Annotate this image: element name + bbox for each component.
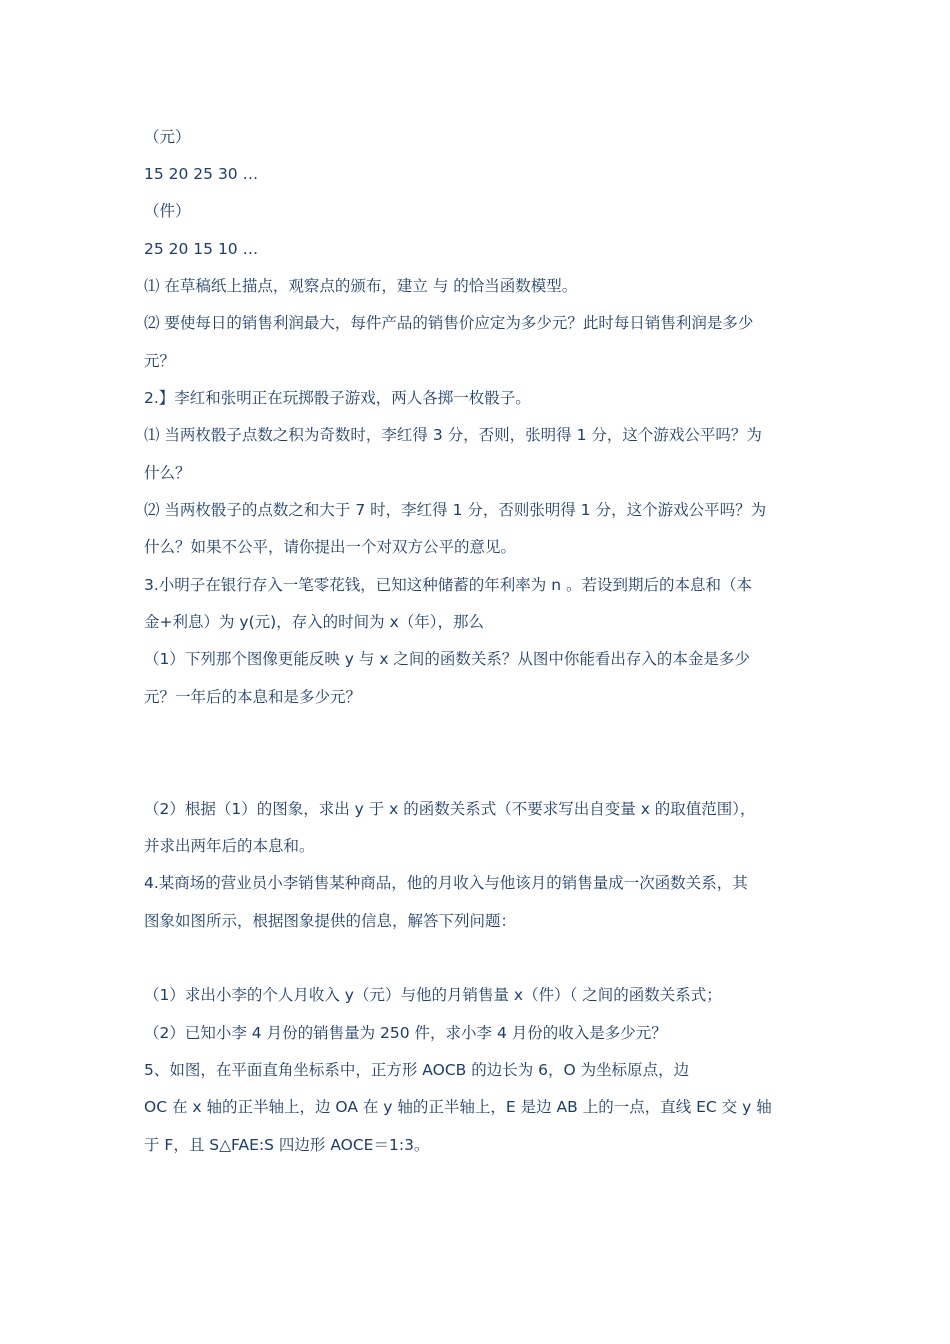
text-line-13: 3.小明子在银行存入一笔零花钱，已知这种储蓄的年利率为 n 。若设到期后的本息和（本: [144, 576, 752, 594]
text-line-2: 15 20 25 30 …: [144, 165, 259, 183]
text-line-6: ⑵ 要使每日的销售利润最大，每件产品的销售价应定为多少元？此时每日销售利润是多少: [144, 314, 754, 332]
text-line-7: 元？: [144, 352, 176, 370]
text-line-23: 5、如图，在平面直角坐标系中，正方形 AOCB 的边长为 6，O 为坐标原点，边: [144, 1061, 690, 1079]
text-line-16: 元？一年后的本息和是多少元？: [144, 688, 362, 706]
text-line-15: （1）下列那个图像更能反映 y 与 x 之间的函数关系？从图中你能看出存入的本金是多少: [144, 650, 750, 668]
text-line-3: （件）: [144, 202, 191, 220]
text-line-4: 25 20 15 10 …: [144, 240, 259, 258]
text-line-8: 2.】李红和张明正在玩掷骰子游戏，两人各掷一枚骰子。: [144, 389, 531, 407]
text-line-1: （元）: [144, 128, 191, 146]
text-line-17: （2）根据（1）的图象，求出 y 于 x 的函数关系式（不要求写出自变量 x 的取值范围），: [144, 800, 756, 818]
text-line-14: 金+利息）为 y(元)，存入的时间为 x（年），那么: [144, 613, 485, 631]
text-line-19: 4.某商场的营业员小李销售某种商品，他的月收入与他该月的销售量成一次函数关系，其: [144, 874, 748, 892]
text-line-22: （2）已知小李 4 月份的销售量为 250 件，求小李 4 月份的收入是多少元？: [144, 1024, 667, 1042]
text-line-10: 什么？: [144, 464, 191, 482]
text-line-9: ⑴ 当两枚骰子点数之积为奇数时，李红得 3 分，否则，张明得 1 分，这个游戏公平吗？为: [144, 426, 762, 444]
text-line-24: OC 在 x 轴的正半轴上，边 OA 在 y 轴的正半轴上，E 是边 AB 上的一点，直线 EC 交 y 轴: [144, 1098, 772, 1116]
text-line-21: （1）求出小李的个人月收入 y（元）与他的月销售量 x（件）（ 之间的函数关系式；: [144, 986, 722, 1004]
text-line-12: 什么？如果不公平，请你提出一个对双方公平的意见。: [144, 538, 517, 556]
text-line-25: 于 F，且 S△FAE:S 四边形 AOCE＝1:3。: [144, 1136, 430, 1154]
text-line-5: ⑴ 在草稿纸上描点，观察点的颁布，建立 与 的恰当函数模型。: [144, 277, 578, 295]
text-line-20: 图象如图所示，根据图象提供的信息，解答下列问题：: [144, 912, 517, 930]
text-line-18: 并求出两年后的本息和。: [144, 837, 315, 855]
text-line-11: ⑵ 当两枚骰子的点数之和大于 7 时，李红得 1 分，否则张明得 1 分，这个游戏公平吗？为: [144, 501, 767, 519]
